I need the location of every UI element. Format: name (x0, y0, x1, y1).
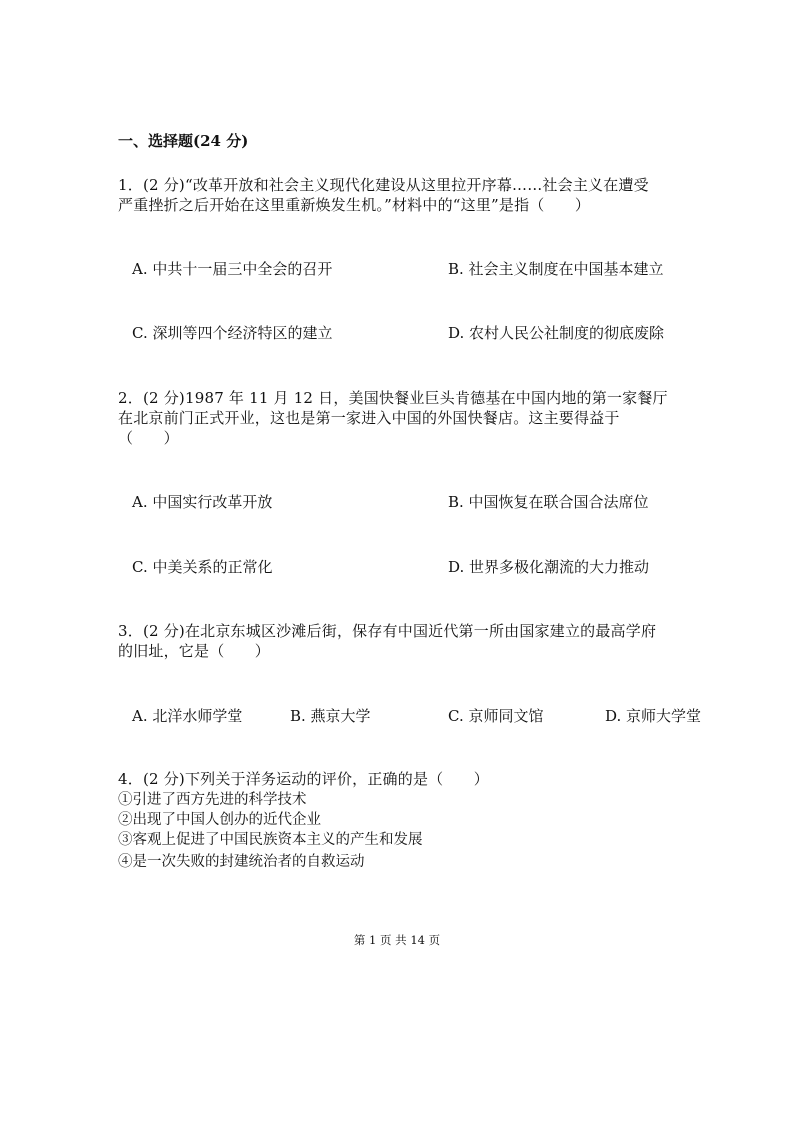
question-3-option-a[interactable]: A. 北洋水师学堂 (132, 707, 243, 725)
question-3-line-2: 的旧址，它是（ ） (118, 642, 271, 660)
page-footer: 第 1 页 共 14 页 (353, 933, 441, 947)
question-1-option-a[interactable]: A. 中共十一届三中全会的召开 (132, 260, 333, 278)
question-1-line-2: 严重挫折之后开始在这里重新焕发生机。”材料中的“这里”是指（ ） (118, 196, 591, 214)
question-2-line-1: 2．(2 分)1987 年 11 月 12 日，美国快餐业巨头肯德基在中国内地的第一家餐厅 (118, 389, 668, 407)
question-1-option-c[interactable]: C. 深圳等四个经济特区的建立 (132, 324, 333, 342)
section-title: 一、选择题(24 分) (118, 132, 249, 150)
question-3-line-1: 3．(2 分)在北京东城区沙滩后街，保存有中国近代第一所由国家建立的最高学府 (118, 622, 657, 640)
question-1-option-d[interactable]: D. 农村人民公社制度的彻底废除 (448, 324, 665, 342)
question-3-option-b[interactable]: B. 燕京大学 (290, 707, 371, 725)
question-1-option-b[interactable]: B. 社会主义制度在中国基本建立 (448, 260, 664, 278)
question-2-line-2: 在北京前门正式开业，这也是第一家进入中国的外国快餐店。这主要得益于 (118, 409, 620, 427)
question-2-line-3: （ ） (118, 429, 179, 447)
question-2-option-b[interactable]: B. 中国恢复在联合国合法席位 (448, 493, 649, 511)
question-2-option-a[interactable]: A. 中国实行改革开放 (132, 493, 273, 511)
question-4-statement-2: ②出现了中国人创办的近代企业 (118, 812, 321, 828)
question-2-option-c[interactable]: C. 中美关系的正常化 (132, 558, 273, 576)
question-4-statement-1: ①引进了西方先进的科学技术 (118, 792, 307, 808)
question-1-line-1: 1．(2 分)“改革开放和社会主义现代化建设从这里拉开序幕……社会主义在遭受 (118, 176, 649, 194)
question-3-option-c[interactable]: C. 京师同文馆 (448, 707, 544, 725)
question-3-option-d[interactable]: D. 京师大学堂 (605, 707, 702, 725)
question-4-line-1: 4．(2 分)下列关于洋务运动的评价，正确的是（ ） (118, 770, 489, 788)
question-4-statement-3: ③客观上促进了中国民族资本主义的产生和发展 (118, 832, 423, 848)
question-4-statement-4: ④是一次失败的封建统治者的自救运动 (118, 854, 365, 870)
question-2-option-d[interactable]: D. 世界多极化潮流的大力推动 (448, 558, 650, 576)
